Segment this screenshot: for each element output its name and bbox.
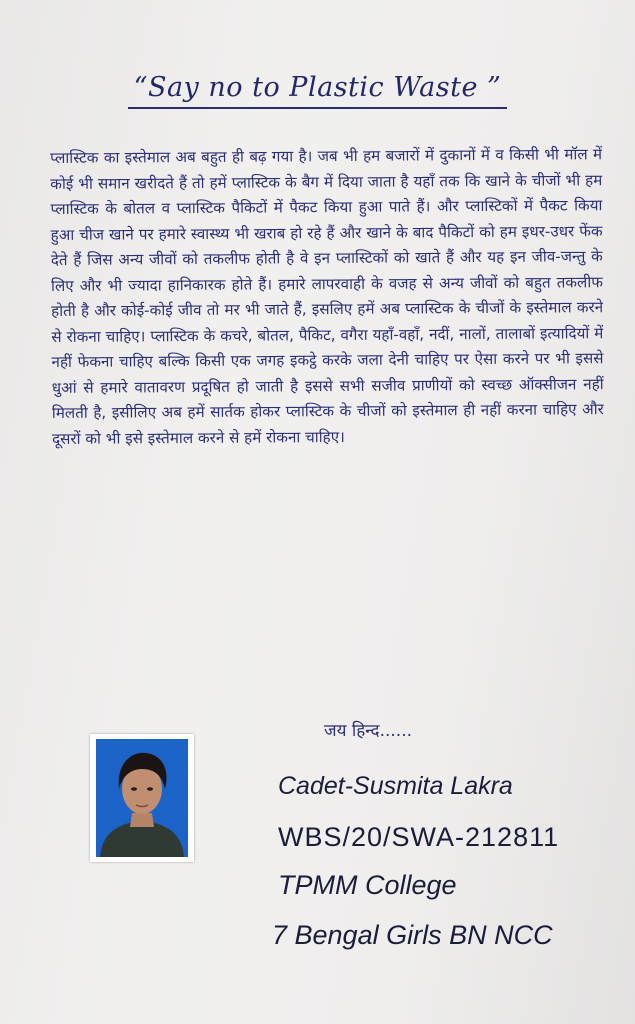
- letter-title: “Say no to Plastic Waste ”: [128, 72, 508, 109]
- cadet-name: Cadet-Susmita Lakra: [278, 772, 513, 800]
- person-portrait-image: [96, 739, 188, 857]
- cadet-id: WBS/20/SWA-212811: [278, 822, 560, 852]
- title-area: [0, 72, 635, 109]
- passport-photo: [90, 734, 194, 862]
- ncc-unit: 7 Bengal Girls BN NCC: [272, 920, 553, 950]
- closing-salutation: जय हिन्द......: [324, 721, 413, 741]
- letter-body: प्लास्टिक का इस्तेमाल अब बहुत ही बढ़ गया है। जब भी हम बजारों में दुकानों में व किसी भी मॉल में कोई भी समान खरीदते हैं तो हमें प्लास्टिक के बैग में दिया जाता है यहाँ तक कि खाने के चीजों भी हम प्लास्टिक के बोतल व प्लास्टिक पैकिटों में पैकट किया हुआ पाते हैं। और प्लास्टिकों में पैकट किया हुआ चीज खाने पर हमारे स्वास्थ्य भी खराब हो रहे हैं और खाने के बाद पैकिटों को हम इधर-उधर फेंक देते हैं जिस अन्य जीवों को तकलीफ होती है वे इन प्लास्टिकों को खाते हैं और यह इन जीव-जन्तु के लिए और भी ज्यादा हानिकारक होते हैं। हमारे लापरवाही के वजह से अन्य जीवों को बहुत तकलीफ होती है और कोई-कोई जीव तो मर भी जाते हैं, इसलिए हमें अब प्लास्टिक के चीजों के इस्तेमाल करने से रोकना चाहिए। प्लास्टिक के कचरे, बोतल, पैकिट, वगैरा यहाँ-वहाँ, नदीं, नालों, तालाबों इत्यादियों में नहीं फेकना चाहिए बल्कि किसी एक जगह इकट्ठे करके जला देनी चाहिए पर ऐसा करने पर भी इससे धुआं से हमारे वातावरण प्रदूषित हो जाती है इससे सभी सजीव प्राणीयों को स्वच्छ ऑक्सीजन नहीं मिलती है, इसीलिए अब हमें सार्तक होकर प्लास्टिक के चीजों को इस्तेमाल ही नहीं करना चाहिए और दूसरों को भी इसे इस्तेमाल करने से हमें रोकना चाहिए।: [50, 145, 604, 448]
- college-name: TPMM College: [278, 870, 457, 900]
